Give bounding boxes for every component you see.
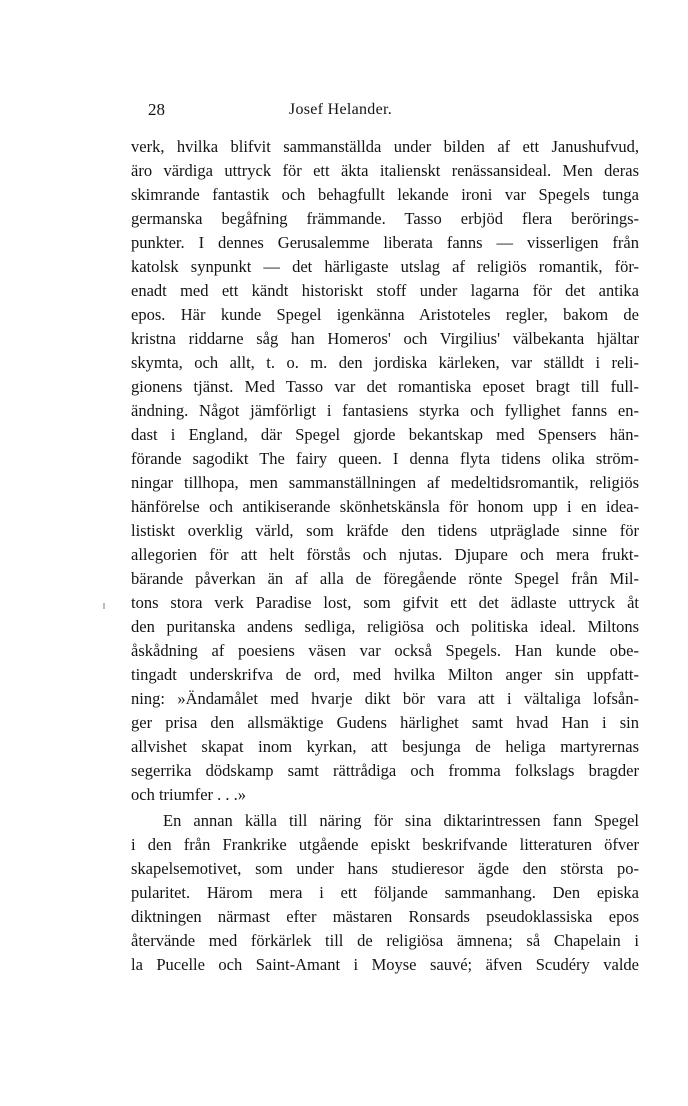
body-text	[131, 135, 639, 977]
text-line: allegorien för att helt förstås och njutas. Djupare och mera frukt-	[131, 545, 639, 564]
text-line: verk, hvilka blifvit sammanställda under bilden af ett Janushufvud,	[131, 137, 639, 156]
text-line: enadt med ett kändt historiskt stoff under lagarna för det antika	[131, 281, 639, 300]
text-line: i den från Frankrike utgående episkt beskrifvande litteraturen öfver	[131, 835, 639, 854]
text-line: diktningen närmast efter mästaren Ronsards pseudoklassiska epos	[131, 907, 639, 926]
page-number: 28	[148, 100, 165, 119]
text-line: tingadt underskrifva de ord, med hvilka Milton anger sin uppfatt-	[131, 665, 639, 684]
text-line: skapelsemotivet, som under hans studieresor ägde den största po-	[131, 859, 639, 878]
text-line: skimrande fantastik och behagfullt lekande ironi var Spegels tunga	[131, 185, 639, 204]
text-line: epos. Här kunde Spegel igenkänna Aristoteles regler, bakom de	[131, 305, 639, 324]
paragraph-2	[131, 809, 639, 977]
text-line: dast i England, där Spegel gjorde bekantskap med Spensers hän-	[131, 425, 639, 444]
text-line: gionens tjänst. Med Tasso var det romantiska eposet bragt till full-	[131, 377, 639, 396]
text-line: hänförelse och antikiserande skönhetskänsla för honom upp i en idea-	[131, 497, 639, 516]
text-line: ningar tillhopa, men sammanställningen af medeltidsromantik, religiös	[131, 473, 639, 492]
text-line: allvishet skapat inom kyrkan, att besjunga de heliga martyrernas	[131, 737, 639, 756]
text-line: ändning. Något jämförligt i fantasiens styrka och fyllighet fanns en-	[131, 401, 639, 420]
text-line: la Pucelle och Saint-Amant i Moyse sauvé; äfven Scudéry valde	[131, 955, 639, 974]
text-line: och triumfer . . .»	[131, 785, 247, 804]
running-head: Josef Helander.	[288, 101, 393, 118]
text-line: ning: »Ändamålet med hvarje dikt bör vara att i vältaliga lofsån-	[131, 689, 639, 708]
text-line: ger prisa den allsmäktige Gudens härlighet samt hvad Han i sin	[131, 713, 639, 732]
paragraph-1	[131, 135, 639, 807]
text-line: listiskt overklig värld, som kräfde den tidens utpräglade sinne för	[131, 521, 639, 540]
text-line: tons stora verk Paradise lost, som gifvit ett det ädlaste uttryck åt	[131, 593, 639, 612]
text-line: punkter. I dennes Gerusalemme liberata fanns — visserligen från	[131, 233, 639, 252]
text-line: En annan källa till näring för sina diktarintressen fann Spegel	[163, 811, 639, 830]
text-line: återvände med förkärlek till de religiösa ämnena; så Chapelain i	[131, 931, 639, 950]
text-line: kristna riddarne såg han Homeros' och Virgilius' välbekanta hjältar	[131, 329, 639, 348]
text-line: skymta, och allt, t. o. m. den jordiska kärleken, var ställdt i reli-	[131, 353, 639, 372]
margin-speck	[103, 603, 105, 609]
text-line: bärande påverkan än af alla de föregående rönte Spegel från Mil-	[131, 569, 639, 588]
text-line: segerrika dödskamp samt rättrådiga och fromma folkslags bragder	[131, 761, 639, 780]
text-line: pularitet. Härom mera i ett följande sammanhang. Den episka	[131, 883, 639, 902]
text-line: åskådning af poesiens väsen var också Spegels. Han kunde obe-	[131, 641, 639, 660]
page-header	[148, 100, 533, 124]
text-line: katolsk synpunkt — det härligaste utslag af religiös romantik, för-	[131, 257, 639, 276]
text-line: germanska begåfning främmande. Tasso erbjöd flera berörings-	[131, 209, 639, 228]
text-line: den puritanska andens sedliga, religiösa och politiska ideal. Miltons	[131, 617, 639, 636]
text-line: förande sagodikt The fairy queen. I denna flyta tidens olika ström-	[131, 449, 639, 468]
text-line: äro värdiga uttryck för ett äkta italienskt renässansideal. Men deras	[131, 161, 639, 180]
